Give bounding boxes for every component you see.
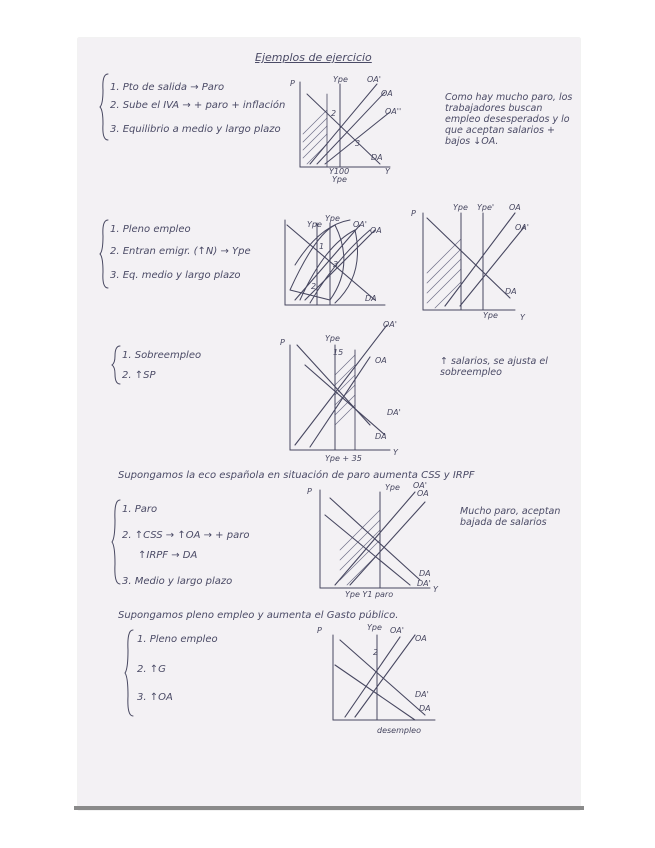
graph-4 xyxy=(305,480,445,600)
g2b-oa-label: OA xyxy=(509,203,521,212)
g2b-da-label: DA xyxy=(505,287,517,296)
g5-n2-label: 2 xyxy=(373,648,379,657)
graph-1 xyxy=(285,72,415,187)
g2b-ype2-label: Ype' xyxy=(477,203,495,212)
step-1-3: 3. Equilibrio a medio y largo plazo xyxy=(110,124,281,135)
g4-p-label: P xyxy=(307,487,312,496)
g4-oa-label: OA xyxy=(417,489,429,498)
step-4-4: 3. Medio y largo plazo xyxy=(122,576,233,587)
g2a-n2-label: 2 xyxy=(311,282,317,291)
g2a-n1-label: 1 xyxy=(319,242,325,251)
step-5-1: 1. Pleno empleo xyxy=(137,634,218,645)
g3-n15-label: 15 xyxy=(333,348,344,357)
g3-ype-label: Ype xyxy=(325,334,340,343)
g1-da-label: DA xyxy=(371,153,383,162)
brace-1 xyxy=(100,72,110,142)
intro-5: Supongamos pleno empleo y aumenta el Gasto público. xyxy=(118,610,399,621)
graph-2a xyxy=(275,205,395,320)
g2a-ype2-label: Ype xyxy=(325,214,340,223)
g5-ype-label: Ype xyxy=(367,623,382,632)
step-1-2: 2. Sube el IVA → + paro + inflación xyxy=(110,100,286,111)
g5-da1-label: DA' xyxy=(415,690,429,699)
g1-ype-axis: Ype xyxy=(332,175,347,184)
step-3-1: 1. Sobreempleo xyxy=(122,350,202,361)
g2a-oa1-label: OA' xyxy=(353,220,367,229)
brace-5 xyxy=(125,628,135,718)
g4-da1-label: DA' xyxy=(417,579,431,588)
g1-p-label: P xyxy=(290,79,295,88)
g5-oa1-label: OA' xyxy=(390,626,404,635)
g1-n3-label: 3 xyxy=(355,139,361,148)
g3-p-label: P xyxy=(280,338,285,347)
step-2-3: 3. Eq. medio y largo plazo xyxy=(110,270,241,281)
g3-da-label: DA xyxy=(375,432,387,441)
g1-n2-label: 2 xyxy=(331,109,337,118)
g2b-p-label: P xyxy=(411,209,416,218)
g3-oa1-label: OA' xyxy=(383,320,397,329)
graph-3 xyxy=(275,315,410,465)
intro-4: Supongamos la eco española en situación de paro aumenta CSS y IRPF xyxy=(118,470,475,481)
g2b-oa1-label: OA' xyxy=(515,223,529,232)
g3-axis-label: Ype + 35 xyxy=(325,454,362,463)
note-4: Mucho paro, aceptan bajada de salarios xyxy=(460,506,561,528)
step-2-2: 2. Entran emigr. (↑N) → Ype xyxy=(110,246,251,257)
g3-oa-label: OA xyxy=(375,356,387,365)
g4-ype-label: Ype xyxy=(385,483,400,492)
g2a-ype-label: Ype xyxy=(307,220,322,229)
g5-da-label: DA xyxy=(419,704,431,713)
g1-y-label: Y xyxy=(385,167,390,176)
note-1: Como hay mucho paro, los trabajadores buscan empleo desesperados y lo que aceptan salarios + bajos ↓OA. xyxy=(445,92,573,147)
g5-oa-label: OA xyxy=(415,634,427,643)
brace-4 xyxy=(112,498,122,586)
g2b-y-label: Y xyxy=(520,313,525,322)
step-5-3: 3. ↑OA xyxy=(137,692,173,703)
step-4-1: 1. Paro xyxy=(122,504,158,515)
page-title: Ejemplos de ejercicio xyxy=(255,51,372,64)
step-1-1: 1. Pto de salida → Paro xyxy=(110,82,225,93)
page-edge-shadow xyxy=(74,806,584,810)
g1-ype-label: Ype xyxy=(333,75,348,84)
g2a-n3-label: 3 xyxy=(333,260,339,269)
step-2-1: 1. Pleno empleo xyxy=(110,224,191,235)
g4-axis-label: Ype Y1 paro xyxy=(345,590,394,599)
g3-y-label: Y xyxy=(393,448,398,457)
g4-da-label: DA xyxy=(419,569,431,578)
step-4-3: ↑IRPF → DA xyxy=(138,550,198,561)
step-4-2: 2. ↑CSS → ↑OA → + paro xyxy=(122,530,250,541)
g4-y-label: Y xyxy=(433,585,438,594)
graph-5 xyxy=(315,615,455,740)
g2b-ype-label: Ype xyxy=(453,203,468,212)
note-3: ↑ salarios, se ajusta el sobreempleo xyxy=(440,356,548,378)
g2a-oa-label: OA xyxy=(370,226,382,235)
step-3-2: 2. ↑SP xyxy=(122,370,156,381)
g1-oa2-label: OA'' xyxy=(385,107,402,116)
g1-oa-label: OA xyxy=(381,89,393,98)
g2b-ype-axis: Ype xyxy=(483,311,498,320)
g1-oa1-label: OA' xyxy=(367,75,381,84)
graph-2b xyxy=(405,198,540,323)
g5-axis-label: desempleo xyxy=(377,726,421,735)
brace-2 xyxy=(100,218,110,290)
g2a-da-label: DA xyxy=(365,294,377,303)
g4-oa1-label: OA' xyxy=(413,481,427,490)
g3-da1-label: DA' xyxy=(387,408,401,417)
brace-3 xyxy=(112,344,122,386)
g1-axis-label: Y100 xyxy=(329,167,350,176)
g5-p-label: P xyxy=(317,626,322,635)
step-5-2: 2. ↑G xyxy=(137,664,166,675)
